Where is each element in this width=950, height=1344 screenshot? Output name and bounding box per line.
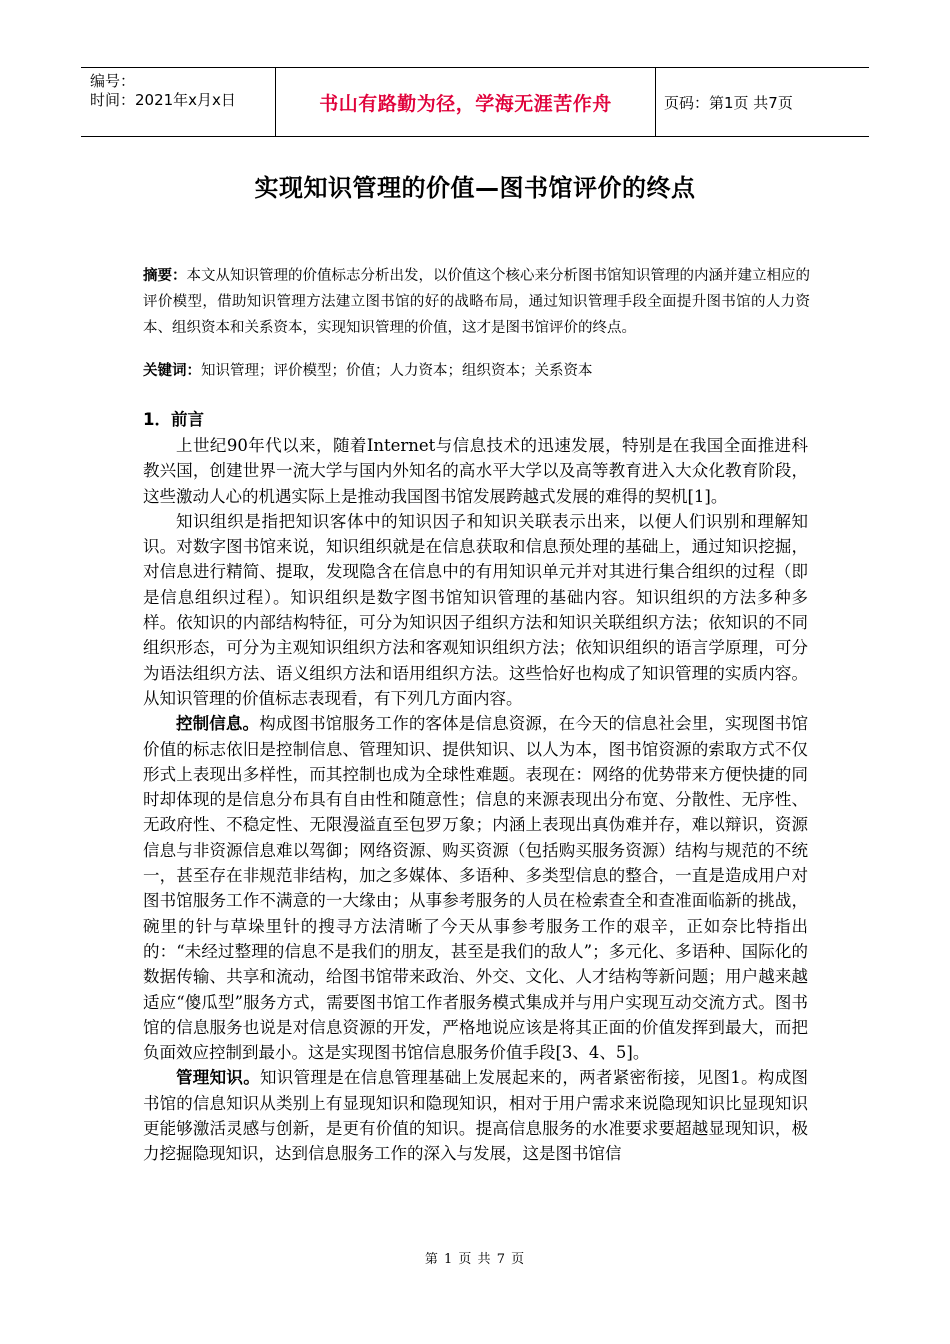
paragraph [143,1065,808,1166]
document-number-label: 编号： [90,72,136,90]
paragraph [143,711,808,1065]
paragraph-lead: 控制信息。 [176,714,260,734]
keywords [143,359,810,383]
keywords-text: 知识管理；评价模型；价值；人力资本；组织资本；关系资本 [201,363,593,379]
paragraph: 知识组织是指把知识客体中的知识因子和知识关联表示出来，以便人们识别和理解知识。对数字图书馆来说，知识组织就是在信息获取和信息预处理的基础上，通过知识挖掘，对信息进行精简、提取，发现隐含在信息中的有用知识单元并对其进行集合组织的过程（即是信息组织过程）。知识组织是数字图书馆知识管理的基础内容。知识组织的方法多种多样。依知识的内部结构特征，可分为知识因子组织方法和知识关联组织方法；依知识的不同组织形态，可分为主观知识组织方法和客观知识组织方法；依知识组织的语言学原理，可分为语法组织方法、语义组织方法和语用组织方法。这些恰好也构成了知识管理的实质内容。从知识管理的价值标志表现看，有下列几方面内容。 [143,511,808,708]
section-heading: 1．前言 [143,410,204,429]
document-title: 实现知识管理的价值—图书馆评价的终点 [254,174,696,202]
header-table [81,67,869,137]
paragraph-text: 知识管理是在信息管理基础上发展起来的，两者紧密衔接，见图1。构成图书馆的信息知识从类别上有显现知识和隐现知识，相对于用户需求来说隐现知识比显现知识更能够激活灵感与创新，是更有价值的知识。提高信息服务的水准要求要超越显现知识，极力挖掘隐现知识，达到信息服务工作的深入与发展，这是图书馆信 [143,1068,809,1164]
paragraph: 上世纪90年代以来，随着Internet与信息技术的迅速发展，特别是在我国全面推进科教兴国，创建世界一流大学与国内外知名的高水平大学以及高等教育进入大众化教育阶段，这些激动人心的机遇实际上是推动我国图书馆发展跨越式发展的难得的契机[1]。 [143,436,808,506]
header-motto: 书山有路勤为径，学海无涯苦作舟 [276,68,656,136]
abstract [143,263,810,341]
abstract-text: 本文从知识管理的价值标志分析出发，以价值这个核心来分析图书馆知识管理的内涵并建立相应的评价模型，借助知识管理方法建立图书馆的好的战略布局，通过知识管理手段全面提升图书馆的人力资本、组织资本和关系资本，实现知识管理的价值，这才是图书馆评价的终点。 [143,268,810,336]
abstract-label: 摘要： [143,268,187,284]
paragraph-text: 构成图书馆服务工作的客体是信息资源，在今天的信息社会里，实现图书馆价值的标志依旧是控制信息、管理知识、提供知识、以人为本，图书馆资源的索取方式不仅形式上表现出多样性，而其控制也成为全球性难题。表现在：网络的优势带来方便快捷的同时却体现的是信息分布具有自由性和随意性；信息的来源表现出分布宽、分散性、无序性、无政府性、不稳定性、无限漫溢直至包罗万象；内涵上表现出真伪难并存，难以辩识，资源信息与非资源信息难以驾御；网络资源、购买资源（包括购买服务资源）结构与规范的不统一，甚至存在非规范非结构，加之多媒体、多语种、多类型信息的整合，一直是造成用户对图书馆服务工作不满意的一大缘由；从事参考服务的人员在检索查全和查准面临新的挑战，碗里的针与草垛里针的搜寻方法清晰了今天从事参考服务工作的艰辛，正如奈比特指出的：“未经过整理的信息不是我们的朋友，甚至是我们的敌人”；多元化、多语种、国际化的数据传输、共享和流动，给图书馆带来政治、外交、文化、人才结构等新问题；用户越来越适应“傻瓜型”服务方式，需要图书馆工作者服务模式集成并与用户实现互动交流方式。图书馆的信息服务也说是对信息资源的开发，严格地说应该是将其正面的价值发挥到最大，而把负面效应控制到最小。这是实现图书馆信息服务价值手段[3、4、5]。 [143,714,809,1063]
header-left-cell [81,68,276,136]
document-body [143,406,808,1167]
paragraph-lead: 管理知识。 [176,1068,260,1088]
keywords-label: 关键词： [143,363,201,379]
document-time: 时间：2021年x月x日 [90,91,236,109]
header-page-info: 页码：第1页 共7页 [664,93,793,112]
page-footer: 第 1 页 共 7 页 [424,1252,526,1267]
